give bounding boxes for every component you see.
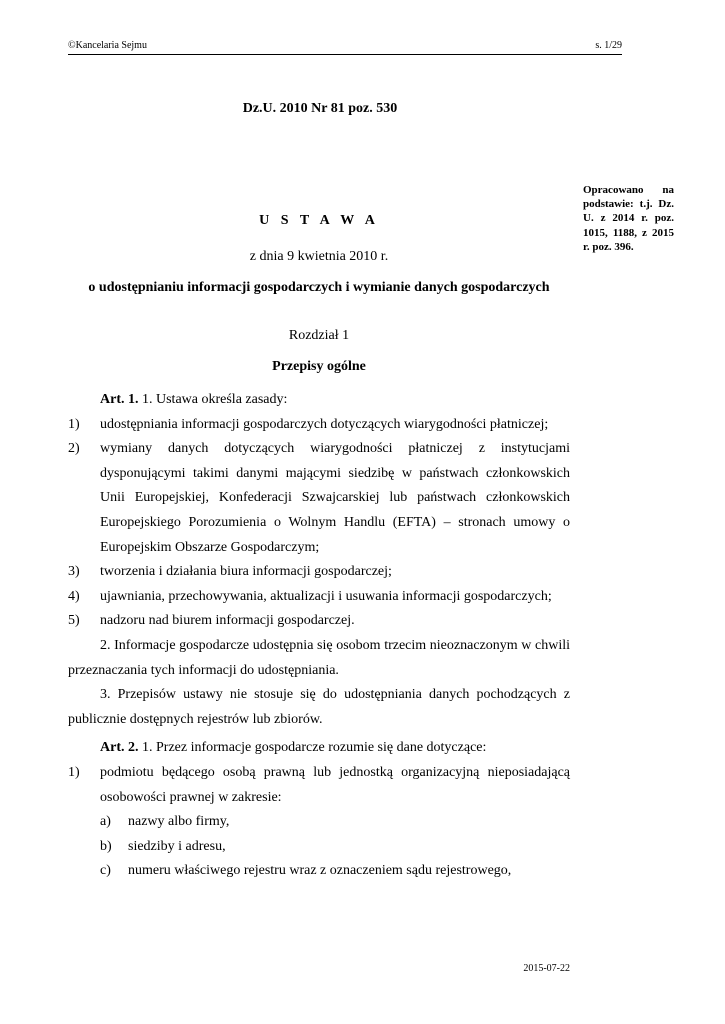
list-item xyxy=(68,437,570,560)
sub-list-item-text: nazwy albo firmy, xyxy=(128,814,230,830)
list-item-number: 3) xyxy=(68,564,80,580)
list-item xyxy=(68,609,570,634)
article-2-intro-text: 1. Przez informacje gospodarcze rozumie się dane dotyczące: xyxy=(138,740,487,756)
article-2-intro xyxy=(68,736,570,761)
article-2-label: Art. 2. xyxy=(100,740,139,756)
article-1-label: Art. 1. xyxy=(100,392,139,407)
list-item-text: wymiany danych dotyczących wiarygodności płatniczej z instytucjami dysponującymi takimi danymi mającymi siedzibę w państwach członkowskich Unii Europejskiej, Konfederacji Szwajcarskiej lub państwach członkowskich Europejskiego Porozumienia o Wolnym Handlu (EFTA) – stronach umowy o Europejskim Obszarze Gospodarczym; xyxy=(100,441,570,555)
act-date: z dnia 9 kwietnia 2010 r. xyxy=(249,249,389,264)
article-1-paragraph-3: 3. Przepisów ustawy nie stosuje się do udostępniania danych pochodzących z publicznie dostępnych rejestrów lub zbiorów. xyxy=(68,687,570,727)
list-item xyxy=(68,560,570,585)
act-body xyxy=(68,388,570,884)
list-item-number: 1) xyxy=(68,416,80,432)
act-subject: o udostępnianiu informacji gospodarczych i wymianie danych gospodarczych xyxy=(88,280,550,295)
consolidation-note: Opracowano na podstawie: t.j. Dz. U. z 2014 r. poz. 1015, 1188, z 2015 r. poz. 396. xyxy=(583,184,674,253)
act-title: U S T A W A xyxy=(259,213,379,228)
article-1-paragraph-2: 2. Informacje gospodarcze udostępnia się osobom trzecim nieoznaczonym w chwili przeznaczania tych informacji do udostępniania. xyxy=(68,637,570,678)
list-item xyxy=(68,761,570,810)
chapter-title: Przepisy ogólne xyxy=(272,359,366,374)
sub-list-item-text: numeru właściwego rejestru wraz z oznaczeniem sądu rejestrowego, xyxy=(128,863,512,879)
chapter-number: Rozdział 1 xyxy=(288,328,350,343)
journal-reference: Dz.U. 2010 Nr 81 poz. 530 xyxy=(242,101,398,116)
sub-list-item xyxy=(68,859,570,884)
article-1-intro-text: 1. Ustawa określa zasady: xyxy=(138,392,288,407)
version-date: 2015-07-22 xyxy=(523,963,570,974)
list-item-number: 5) xyxy=(68,613,80,629)
sub-list-item xyxy=(68,835,570,860)
header-source: ©Kancelaria Sejmu xyxy=(68,40,147,51)
sub-list-item-letter: c) xyxy=(100,863,111,879)
article-1-intro xyxy=(68,388,570,413)
sub-list-item-letter: b) xyxy=(100,838,112,854)
list-item-text: tworzenia i działania biura informacji gospodarczej; xyxy=(100,564,392,580)
list-item-text: udostępniania informacji gospodarczych dotyczących wiarygodności płatniczej; xyxy=(100,416,549,432)
list-item-number: 2) xyxy=(68,441,80,457)
list-item-text: podmiotu będącego osobą prawną lub jednostką organizacyjną nieposiadającą osobowości prawnej w zakresie: xyxy=(100,764,570,805)
sub-list-item xyxy=(68,810,570,835)
list-item-text: nadzoru nad biurem informacji gospodarczej. xyxy=(100,613,355,629)
list-item xyxy=(68,585,570,610)
list-item-text: ujawniania, przechowywania, aktualizacji i usuwania informacji gospodarczych; xyxy=(100,588,552,604)
list-item-number: 4) xyxy=(68,588,80,604)
list-item xyxy=(68,413,570,438)
page-header xyxy=(68,40,622,55)
sub-list-item-letter: a) xyxy=(100,814,111,830)
sub-list-item-text: siedziby i adresu, xyxy=(128,838,226,854)
page-number: s. 1/29 xyxy=(595,40,622,51)
list-item-number: 1) xyxy=(68,764,80,780)
